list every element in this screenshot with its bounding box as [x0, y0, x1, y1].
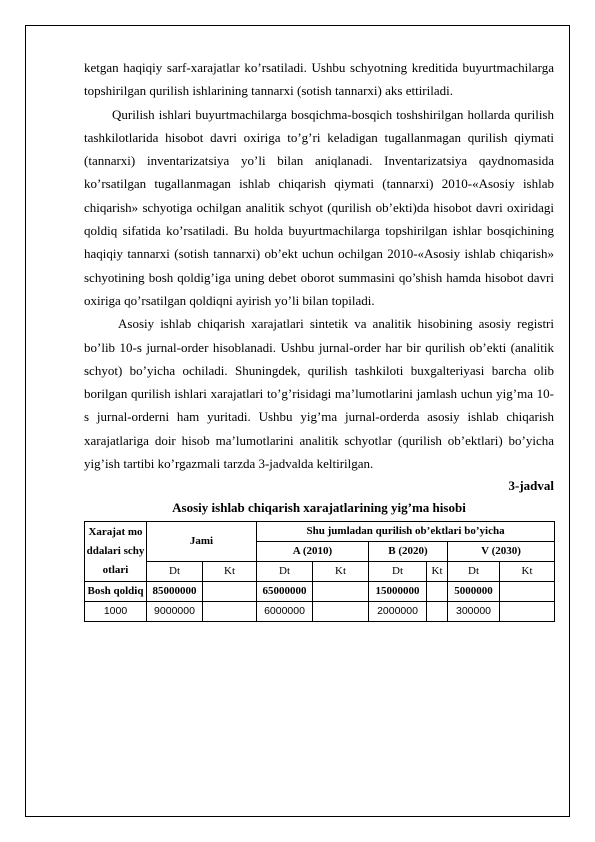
- table-header-row-3: [85, 562, 555, 582]
- paragraph-2: Qurilish ishlari buyurtmachilarga bosqichma-bosqich toshshirilgan hollarda qurilish tashkilotlarida hisobot davri oxiriga to’g’ri keladigan tugallanmagan qurilish qiymati (tannarxi) inventarizatsiya yo’li bilan aniqlanadi. Inventarizatsiya qaydnomasida ko’rsatilgan tugallanmagan ishlab chiqarish qiymati (tannarxi) 2010-«Asosiy ishlab chiqarish» schyotiga ochilgan analitik schyot (qurilish ob’ekti)da hisobot davri oxiridagi qoldiq sifatida ko’rsatiladi. Bu holda buyurtmachilarga topshirilgan ishlar bosqichining haqiqiy tannarxi (sotish tannarxi) ob’ekt uchun ochilgan 2010-«Asosiy ishlab chiqarish» schyotining bosh qoldig’iga uning debet oborot summasini qo’shish hamda hisobot davri oxiriga qo’rsatilgan qoldiqni ayirish yo’li bilan topiladi.: [84, 106, 554, 308]
- row-label: Bosh qoldiq: [85, 582, 147, 602]
- table-cell: [203, 602, 257, 622]
- summary-table: [84, 521, 555, 622]
- header-v-dt: Dt: [448, 562, 500, 582]
- table-cell: 6000000: [257, 602, 313, 622]
- header-total-dt: Dt: [147, 562, 203, 582]
- table-header-row-1: [85, 522, 555, 542]
- header-object-a: A (2010): [257, 542, 369, 562]
- table-number: 3-jadval: [508, 478, 554, 494]
- table-cell: [203, 582, 257, 602]
- header-object-b: B (2020): [369, 542, 448, 562]
- table-cell: [500, 602, 555, 622]
- document-body: [84, 56, 554, 622]
- table-cell: [313, 582, 369, 602]
- header-b-dt: Dt: [369, 562, 427, 582]
- header-total: Jami: [147, 522, 257, 562]
- header-account: Xarajat moddalari schyotlari: [85, 522, 147, 582]
- table-cell: 15000000: [369, 582, 427, 602]
- header-a-dt: Dt: [257, 562, 313, 582]
- paragraph-1: ketgan haqiqiy sarf-xarajatlar ko’rsatiladi. Ushbu schyotning kreditida buyurtmachilarga topshirilgan qurilish ishlarining tannarxi (sotish tannarxi) aks ettiriladi.: [84, 60, 554, 99]
- table-cell: [427, 602, 448, 622]
- header-including: Shu jumladan qurilish ob’ektlari bo’yicha: [257, 522, 555, 542]
- table-cell: 9000000: [147, 602, 203, 622]
- table-cell: 300000: [448, 602, 500, 622]
- header-v-kt: Kt: [500, 562, 555, 582]
- row-label: 1000: [85, 602, 147, 622]
- header-a-kt: Kt: [313, 562, 369, 582]
- table-cell: 5000000: [448, 582, 500, 602]
- table-cell: [313, 602, 369, 622]
- table-cell: [500, 582, 555, 602]
- table-row: [85, 602, 555, 622]
- header-b-kt: Kt: [427, 562, 448, 582]
- header-object-v: V (2030): [448, 542, 555, 562]
- table-row: [85, 582, 555, 602]
- paragraph-3: Asosiy ishlab chiqarish xarajatlari sintetik va analitik hisobining asosiy registri bo’lib 10-s jurnal-order hisoblanadi. Ushbu jurnal-order har bir qurilish ob’ekti (analitik schyot) bo’yicha ochiladi. Shuningdek, qurilish tashkiloti buxgalteriyasi barcha olib borilgan qurilish ishlari xarajatlari to’g’risidagi ma’lumotlarini jamlash uchun yig’ma 10-s jurnal-orderni ham yuritadi. Ushbu yig’ma jurnal-orderda asosiy ishlab chiqarish xarajatlariga doir hisob ma’lumotlarini analitik schyotlar (qurilish ob’ektlari) bo’yicha yig’ish tartibi ko’rgazmali tarzda 3-jadvalda keltirilgan.: [84, 316, 554, 472]
- table-cell: 85000000: [147, 582, 203, 602]
- header-total-kt: Kt: [203, 562, 257, 582]
- table-cell: [427, 582, 448, 602]
- table-cell: 2000000: [369, 602, 427, 622]
- table-title: Asosiy ishlab chiqarish xarajatlarining yig’ma hisobi: [172, 500, 466, 516]
- table-cell: 65000000: [257, 582, 313, 602]
